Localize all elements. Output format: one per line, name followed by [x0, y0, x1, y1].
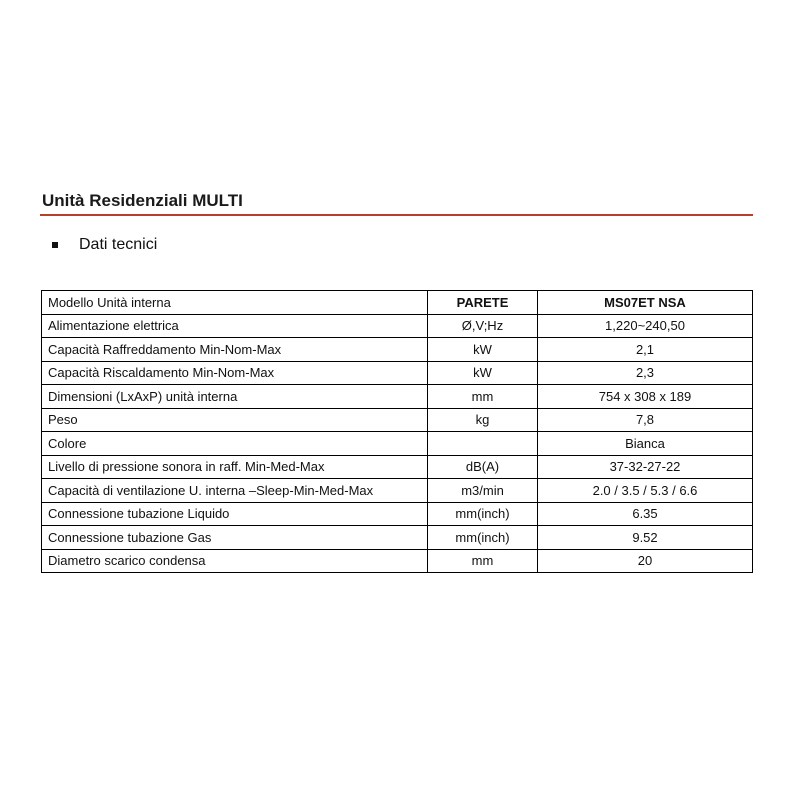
table-row — [42, 408, 753, 432]
table-row — [42, 432, 753, 456]
table-row — [42, 549, 753, 573]
table-row — [42, 479, 753, 503]
header-label-cell: Modello Unità interna — [42, 291, 428, 315]
title-divider — [40, 214, 753, 216]
row-label: Dimensioni (LxAxP) unità interna — [42, 385, 428, 409]
table-row — [42, 502, 753, 526]
header-value-cell: MS07ET NSA — [538, 291, 753, 315]
section-label: Dati tecnici — [79, 236, 158, 253]
row-value: 754 x 308 x 189 — [538, 385, 753, 409]
bullet-square-icon — [52, 242, 58, 248]
row-value: 9.52 — [538, 526, 753, 550]
row-unit: kW — [428, 338, 538, 362]
spec-table — [41, 290, 753, 573]
row-label: Capacità Riscaldamento Min-Nom-Max — [42, 361, 428, 385]
row-unit: kW — [428, 361, 538, 385]
row-unit: mm — [428, 385, 538, 409]
row-label: Peso — [42, 408, 428, 432]
row-unit: kg — [428, 408, 538, 432]
table-header-row — [42, 291, 753, 315]
row-label: Connessione tubazione Liquido — [42, 502, 428, 526]
row-value: 7,8 — [538, 408, 753, 432]
table-row — [42, 385, 753, 409]
row-value: 37-32-27-22 — [538, 455, 753, 479]
page-title: Unità Residenziali MULTI — [42, 191, 243, 210]
section-bullet — [52, 236, 157, 254]
row-value: 6.35 — [538, 502, 753, 526]
row-label: Alimentazione elettrica — [42, 314, 428, 338]
row-label: Colore — [42, 432, 428, 456]
row-value: 20 — [538, 549, 753, 573]
row-unit: mm(inch) — [428, 502, 538, 526]
header-unit-cell: PARETE — [428, 291, 538, 315]
row-value: 2,1 — [538, 338, 753, 362]
table-row — [42, 455, 753, 479]
row-label: Connessione tubazione Gas — [42, 526, 428, 550]
row-label: Capacità di ventilazione U. interna –Sleep-Min-Med-Max — [42, 479, 428, 503]
row-unit: dB(A) — [428, 455, 538, 479]
table-row — [42, 338, 753, 362]
row-label: Livello di pressione sonora in raff. Min-Med-Max — [42, 455, 428, 479]
row-unit: m3/min — [428, 479, 538, 503]
row-unit: mm — [428, 549, 538, 573]
row-unit: Ø,V;Hz — [428, 314, 538, 338]
row-unit — [428, 432, 538, 456]
row-value: 2.0 / 3.5 / 5.3 / 6.6 — [538, 479, 753, 503]
row-label: Capacità Raffreddamento Min-Nom-Max — [42, 338, 428, 362]
row-value: 1,220~240,50 — [538, 314, 753, 338]
row-unit: mm(inch) — [428, 526, 538, 550]
table-row — [42, 526, 753, 550]
row-value: Bianca — [538, 432, 753, 456]
row-label: Diametro scarico condensa — [42, 549, 428, 573]
table-row — [42, 361, 753, 385]
row-value: 2,3 — [538, 361, 753, 385]
table-row — [42, 314, 753, 338]
